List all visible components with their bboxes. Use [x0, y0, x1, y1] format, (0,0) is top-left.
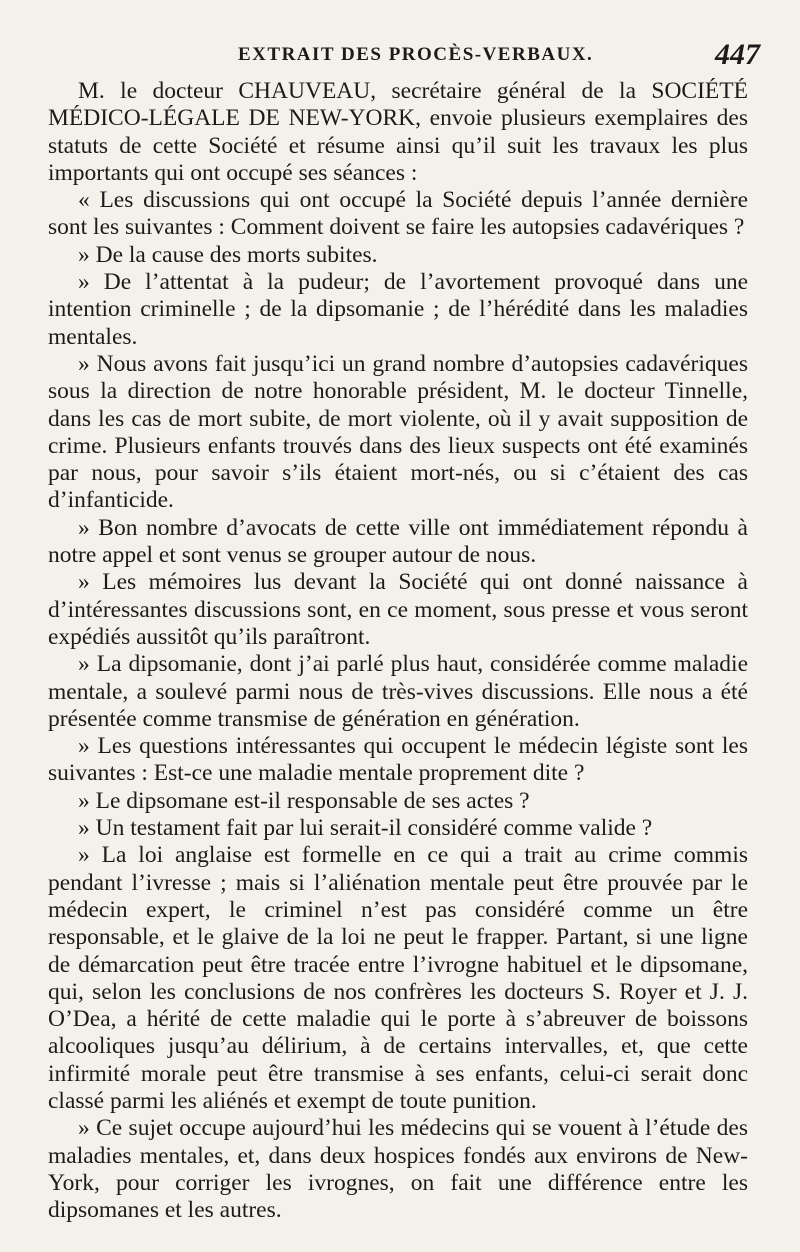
paragraph: » La loi anglaise est formelle en ce qui a trait au crime commis pendant l’ivresse ; mais si l’aliénation mentale peut être prouvée par le médecin expert, le criminel n’est pas considéré comme un être responsable, et le glaive de la loi ne peut le frapper. Partant, si une ligne de démarcation peut être tracée entre l’ivrogne habituel et le dipsomane, qui, selon les conclusions de nos confrères les docteurs S. Royer et J. J. O’Dea, a hérité de cette maladie qui le porte à s’abreuver de boissons alcooliques jusqu’au délirium, à de certains intervalles, et, que cette infirmité morale peut être transmise à ses enfants, celui-ci serait donc classé parmi les aliénés et exempt de toute punition. — [48, 842, 748, 1114]
running-head — [48, 40, 760, 76]
paragraph: » Bon nombre d’avocats de cette ville ont immédiatement répondu à notre appel et sont venus se grouper autour de nous. — [48, 514, 748, 569]
paragraph: » Le dipsomane est-il responsable de ses actes ? — [78, 787, 530, 814]
paragraph: M. le docteur CHAUVEAU, secrétaire général de la SOCIÉTÉ MÉDICO-LÉGALE DE NEW-YORK, envoie plusieurs exemplaires des statuts de cette Société et résume ainsi qu’il suit les travaux les plus importants qui ont occupé ses séances : — [48, 78, 748, 186]
paragraph: » Un testament fait par lui serait-il considéré comme valide ? — [78, 815, 653, 842]
paragraph: » De la cause des morts subites. — [78, 241, 378, 268]
paragraph: » Ce sujet occupe aujourd’hui les médecins qui se vouent à l’étude des maladies mentales, et, dans deux hospices fondés aux environs de New-York, pour corriger les ivrognes, on fait une différence entre les dipsomanes et les autres. — [48, 1115, 748, 1224]
page-number: 447 — [715, 38, 760, 71]
paragraph: » La dipsomanie, dont j’ai parlé plus haut, considérée comme maladie mentale, a soulevé parmi nous de très-vives discussions. Elle nous a été présentée comme transmise de génération en génération. — [48, 651, 748, 732]
paragraph: « Les discussions qui ont occupé la Société depuis l’année dernière sont les suivantes : Comment doivent se faire les autopsies cadavériques ? — [48, 187, 748, 241]
paragraph: » Les questions intéressantes qui occupent le médecin légiste sont les suivantes : Est-ce une maladie mentale proprement dite ? — [48, 733, 748, 787]
paragraph: » Les mémoires lus devant la Société qui ont donné naissance à d’intéressantes discussions sont, en ce moment, sous presse et vous seront expédiés aussitôt qu’ils paraîtront. — [48, 569, 748, 650]
paragraph: » De l’attentat à la pudeur; de l’avortement provoqué dans une intention criminelle ; de la dipsomanie ; de l’hérédité dans les maladies mentales. — [48, 269, 748, 350]
paragraph: » Nous avons fait jusqu’ici un grand nombre d’autopsies cadavériques sous la direction de notre honorable président, M. le docteur Tinnelle, dans les cas de mort subite, de mort violente, où il y avait supposition de crime. Plusieurs enfants trouvés dans des lieux suspects ont été examinés par nous, pour savoir s’ils étaient mort-nés, ou si c’étaient des cas d’infanticide. — [48, 350, 748, 514]
body-text — [48, 78, 748, 1224]
running-title: EXTRAIT DES PROCÈS-VERBAUX. — [238, 44, 594, 65]
